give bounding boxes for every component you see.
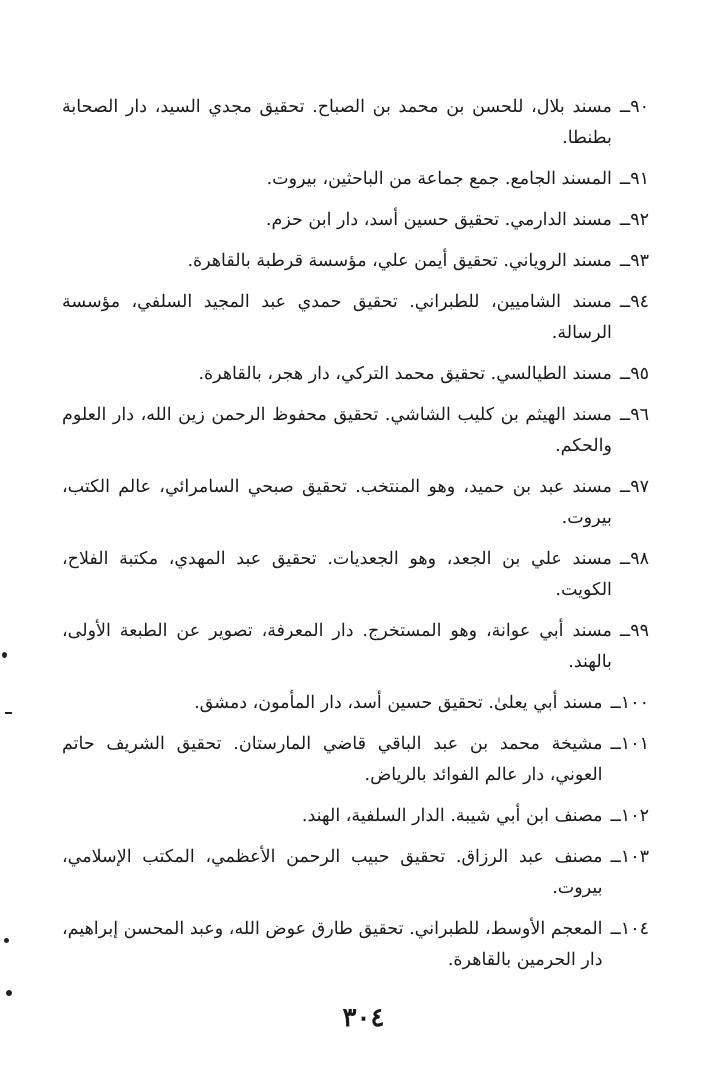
entry-text: مسند الشاميين، للطبراني. تحقيق حمدي عبد المجيد السلفي، مؤسسة الرسالة.: [62, 292, 612, 343]
entry-number: ٩٨ــ: [619, 549, 649, 569]
entry-number: ٩٣ــ: [619, 251, 649, 271]
entry-text: مسند الهيثم بن كليب الشاشي. تحقيق محفوظ الرحمن زين الله، دار العلوم والحكم.: [62, 405, 612, 456]
entry-text: مسند أبي عوانة، وهو المستخرج. دار المعرفة، تصوير عن الطبعة الأولى، بالهند.: [62, 621, 612, 672]
scan-speck: [4, 938, 9, 943]
entry-text: مسند علي بن الجعد، وهو الجعديات. تحقيق عبد المهدي، مكتبة الفلاح، الكويت.: [62, 549, 612, 600]
reference-entry: [62, 205, 649, 236]
entry-number: ٩٥ــ: [619, 364, 649, 384]
entry-text: المعجم الأوسط، للطبراني. تحقيق طارق عوض الله، وعبد المحسن إبراهيم، دار الحرمين بالقاهرة.: [62, 919, 603, 970]
scan-speck: [6, 990, 12, 996]
entry-number: ٩١ــ: [619, 169, 649, 189]
scan-speck: [5, 712, 12, 714]
entry-text: مصنف ابن أبي شيبة. الدار السلفية، الهند.: [301, 806, 603, 826]
reference-entry: [62, 400, 649, 462]
entry-number: ٩٠ــ: [619, 97, 649, 117]
reference-entry: [62, 287, 649, 349]
reference-entry: [62, 801, 649, 832]
reference-entry: [62, 246, 649, 277]
references-list: [62, 92, 649, 986]
entry-number: ١٠١ــ: [610, 734, 649, 754]
reference-entry: [62, 544, 649, 606]
entry-text: مسند بلال، للحسن بن محمد بن الصباح. تحقيق مجدي السيد، دار الصحابة بطنطا.: [62, 97, 612, 148]
entry-text: مسند عبد بن حميد، وهو المنتخب. تحقيق صبحي السامرائي، عالم الكتب، بيروت.: [62, 477, 612, 528]
reference-entry: [62, 472, 649, 534]
reference-entry: [62, 164, 649, 195]
entry-text: مسند الطيالسي. تحقيق محمد التركي، دار هجر، بالقاهرة.: [198, 364, 612, 384]
entry-number: ٩٧ــ: [619, 477, 649, 497]
entry-number: ١٠٤ــ: [610, 919, 649, 939]
entry-text: مشيخة محمد بن عبد الباقي قاضي المارستان. تحقيق الشريف حاتم العوني، دار عالم الفوائد بالرياض.: [62, 734, 603, 785]
entry-text: مسند الدارمي. تحقيق حسين أسد، دار ابن حزم.: [265, 210, 612, 230]
entry-text: المسند الجامع. جمع جماعة من الباحثين، بيروت.: [266, 169, 612, 189]
reference-entry: [62, 92, 649, 154]
reference-entry: [62, 914, 649, 976]
entry-number: ١٠٢ــ: [610, 806, 649, 826]
entry-number: ٩٤ــ: [619, 292, 649, 312]
reference-entry: [62, 729, 649, 791]
scan-speck: [2, 652, 7, 658]
page-number: ٣٠٤: [342, 1003, 385, 1033]
entry-text: مسند أبي يعلىٰ. تحقيق حسين أسد، دار المأمون، دمشق.: [194, 693, 603, 713]
reference-entry: [62, 688, 649, 719]
entry-number: ١٠٣ــ: [610, 847, 649, 867]
entry-text: مصنف عبد الرزاق. تحقيق حبيب الرحمن الأعظمي، المكتب الإسلامي، بيروت.: [62, 847, 603, 898]
entry-number: ٩٩ــ: [619, 621, 649, 641]
entry-number: ٩٢ــ: [619, 210, 649, 230]
entry-number: ١٠٠ــ: [610, 693, 649, 713]
entry-number: ٩٦ــ: [619, 405, 649, 425]
reference-entry: [62, 359, 649, 390]
reference-entry: [62, 842, 649, 904]
reference-entry: [62, 616, 649, 678]
entry-text: مسند الروياني. تحقيق أيمن علي، مؤسسة قرطبة بالقاهرة.: [187, 251, 612, 271]
